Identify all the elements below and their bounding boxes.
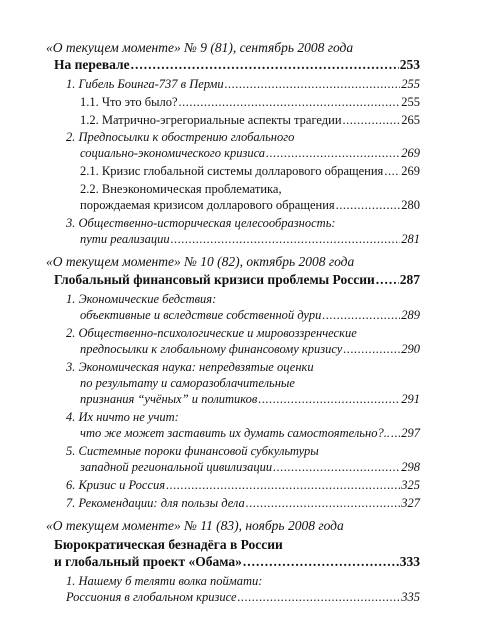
entry-title: порождаемая кризисом долларового обращения [80, 198, 335, 212]
dot-leader [322, 308, 400, 323]
dot-leader [258, 392, 400, 407]
page-number: 269 [401, 164, 420, 178]
section-title: и глобальный проект «Обама» [54, 554, 242, 569]
dot-leader [336, 198, 401, 213]
entry-title-line: 2. Общественно-психологические и мировоззренческие [66, 326, 357, 340]
entry-title-line: по результату и саморазоблачительные [80, 376, 295, 390]
page-number: 269 [401, 146, 420, 160]
entry-title-line: 2. Предпосылки к обострению глобального [66, 130, 295, 144]
dot-leader [238, 590, 401, 605]
toc-entry[interactable] [80, 198, 420, 213]
toc-section[interactable] [54, 553, 420, 570]
toc-entry[interactable] [80, 426, 420, 441]
page-number: 287 [399, 272, 420, 287]
dot-leader [171, 232, 401, 247]
toc-entry[interactable] [80, 113, 420, 128]
issue-header: «О текущем моменте» № 10 (82), октябрь 2008 года [46, 254, 355, 269]
toc-entry[interactable] [66, 590, 420, 605]
page-number: 255 [401, 95, 420, 109]
toc-entry[interactable] [80, 308, 420, 323]
page-number: 280 [401, 198, 420, 212]
page-number: 291 [401, 392, 420, 406]
section-title-line: Бюрократическая безнадёга в России [54, 537, 283, 552]
entry-title: социально-экономического кризиса [80, 146, 266, 160]
toc-entry[interactable] [80, 460, 420, 475]
entry-title: признания “учёных” и политиков [80, 392, 258, 406]
page-number: 297 [401, 426, 420, 440]
toc-entry[interactable] [66, 496, 420, 511]
entry-title-line: 1. Экономические бедствия: [66, 292, 217, 306]
toc-entry[interactable] [80, 164, 420, 179]
page-number: 253 [399, 57, 420, 72]
page-number: 289 [401, 308, 420, 322]
toc-entry[interactable] [66, 77, 420, 92]
dot-leader [266, 146, 400, 161]
dot-leader [179, 95, 401, 110]
dot-leader [166, 478, 400, 493]
entry-title: предпосылки к глобальному финансовому кризису [80, 342, 343, 356]
dot-leader [391, 426, 400, 441]
entry-title: западной региональной цивилизации [80, 460, 273, 474]
toc-entry[interactable] [80, 232, 420, 247]
page-number: 325 [401, 478, 420, 492]
dot-leader [225, 77, 401, 92]
section-title: На перевале [54, 57, 130, 72]
entry-title-line: 5. Системные пороки финансовой субкультуры [66, 444, 319, 458]
page-number: 298 [401, 460, 420, 474]
entry-title: 1.2. Матрично-эгрегориальные аспекты трагедии [80, 113, 342, 127]
toc-section[interactable] [54, 56, 420, 73]
entry-title: объективные и вследствие собственной дури [80, 308, 322, 322]
entry-title: 1. Гибель Боинга-737 в Перми [66, 77, 224, 91]
dot-leader [384, 164, 400, 179]
dot-leader [343, 342, 400, 357]
entry-title: пути реализации [80, 232, 170, 246]
toc-entry[interactable] [80, 342, 420, 357]
toc-entry[interactable] [80, 95, 420, 110]
entry-title-line: 3. Общественно-историческая целесообразность: [66, 216, 336, 230]
entry-title: Россиония в глобальном кризисе [66, 590, 237, 604]
dot-leader [246, 496, 400, 511]
dot-leader [343, 113, 401, 128]
entry-title-line: 1. Нашему б теляти волка поймати: [66, 574, 263, 588]
page-number: 290 [401, 342, 420, 356]
toc-section[interactable] [54, 271, 420, 288]
entry-title: 6. Кризис и Россия [66, 478, 166, 492]
section-title: Глобальный финансовый кризиси проблемы России [54, 272, 375, 287]
dot-leader [376, 271, 399, 288]
issue-header: «О текущем моменте» № 9 (81), сентябрь 2008 года [46, 40, 354, 55]
entry-title-line: 3. Экономическая наука: непредвзятые оценки [66, 360, 314, 374]
entry-title: 1.1. Что это было? [80, 95, 178, 109]
entry-title: 2.1. Кризис глобальной системы долларового обращения [80, 164, 384, 178]
entry-title-line: 2.2. Внеэкономическая проблематика, [80, 182, 282, 196]
entry-title: 7. Рекомендации: для пользы дела [66, 496, 245, 510]
issue-header: «О текущем моменте» № 11 (83), ноябрь 2008 года [46, 518, 344, 533]
entry-title: что же может заставить их думать самостоятельно?.. [80, 426, 390, 440]
entry-title-line: 4. Их ничто не учит: [66, 410, 179, 424]
toc-entry[interactable] [80, 146, 420, 161]
page-number: 327 [401, 496, 420, 510]
page-number: 333 [399, 554, 420, 569]
toc-entry[interactable] [80, 392, 420, 407]
dot-leader [273, 460, 400, 475]
page-number: 255 [401, 77, 420, 91]
page-number: 265 [401, 113, 420, 127]
toc-entry[interactable] [66, 478, 420, 493]
page-number: 281 [401, 232, 420, 246]
dot-leader [131, 56, 399, 73]
dot-leader [243, 553, 399, 570]
page-number: 335 [401, 590, 420, 604]
